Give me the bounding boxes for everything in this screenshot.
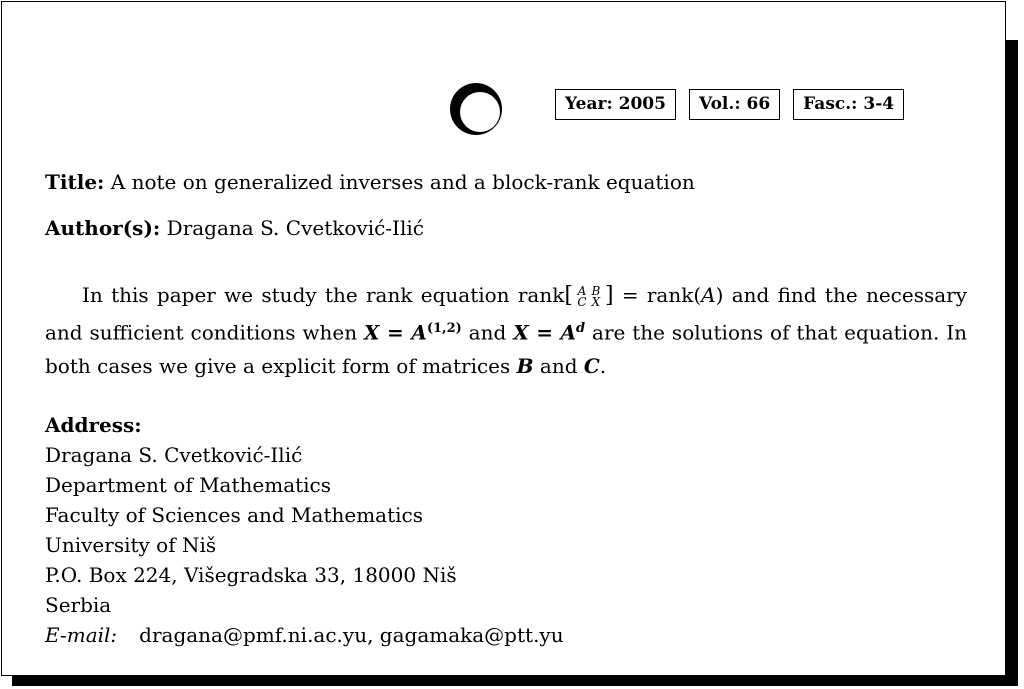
right-bracket: ] xyxy=(604,283,614,308)
math-x-eq: X = A xyxy=(513,320,577,345)
math-x-eq: X = A xyxy=(364,320,427,345)
block-matrix xyxy=(575,283,603,309)
abstract-text: . xyxy=(599,353,607,378)
abstract-text: are the solutions of that equation. In both cases we give a explicit form of matrices xyxy=(45,320,968,378)
address-line: Faculty of Sciences and Mathematics xyxy=(45,503,423,527)
author-label: Author(s): xyxy=(45,216,161,240)
address-heading: Address: xyxy=(45,413,142,437)
abstract-text: = rank( xyxy=(613,283,702,307)
matrix-a: A xyxy=(577,283,587,298)
math-b: B xyxy=(516,353,534,378)
address-block xyxy=(45,410,564,650)
address-line: Department of Mathematics xyxy=(45,473,332,497)
title-row xyxy=(45,169,695,195)
abstract-text: and xyxy=(533,353,584,378)
abstract xyxy=(45,279,967,383)
email-address[interactable]: dragana@pmf.ni.ac.yu, gagamaka@ptt.yu xyxy=(139,623,564,647)
year-badge: Year: 2005 xyxy=(555,89,676,120)
math-a: A xyxy=(701,283,716,307)
math-superscript: (1,2) xyxy=(426,321,462,336)
abstract-text: In this paper we study the rank equation rank xyxy=(82,283,565,307)
address-line: Dragana S. Cvetković-Ilić xyxy=(45,443,303,467)
email-label: E-mail: xyxy=(45,623,118,647)
issue-info xyxy=(555,89,904,120)
address-line: University of Niš xyxy=(45,533,217,557)
matrix-x: X xyxy=(591,294,601,309)
title-label: Title: xyxy=(45,170,105,194)
abstract-text: ) and find the necessary and sufficient conditions when xyxy=(45,283,968,345)
math-c: C xyxy=(583,353,600,378)
journal-logo-icon xyxy=(448,81,504,137)
paper-card xyxy=(1,1,1006,676)
matrix-b: B xyxy=(591,283,601,298)
left-bracket: [ xyxy=(564,283,573,308)
paper-title: A note on generalized inverses and a block-rank equation xyxy=(110,170,695,194)
author-row xyxy=(45,215,424,241)
volume-badge: Vol.: 66 xyxy=(689,89,780,120)
paper-authors: Dragana S. Cvetković-Ilić xyxy=(166,216,424,240)
math-superscript: d xyxy=(576,321,586,336)
abstract-text: and xyxy=(461,320,514,345)
fascicle-badge: Fasc.: 3-4 xyxy=(793,89,904,120)
email-row xyxy=(45,620,564,650)
matrix-c: C xyxy=(577,294,587,309)
address-line: P.O. Box 224, Višegradska 33, 18000 Niš xyxy=(45,563,457,587)
address-line: Serbia xyxy=(45,593,112,617)
